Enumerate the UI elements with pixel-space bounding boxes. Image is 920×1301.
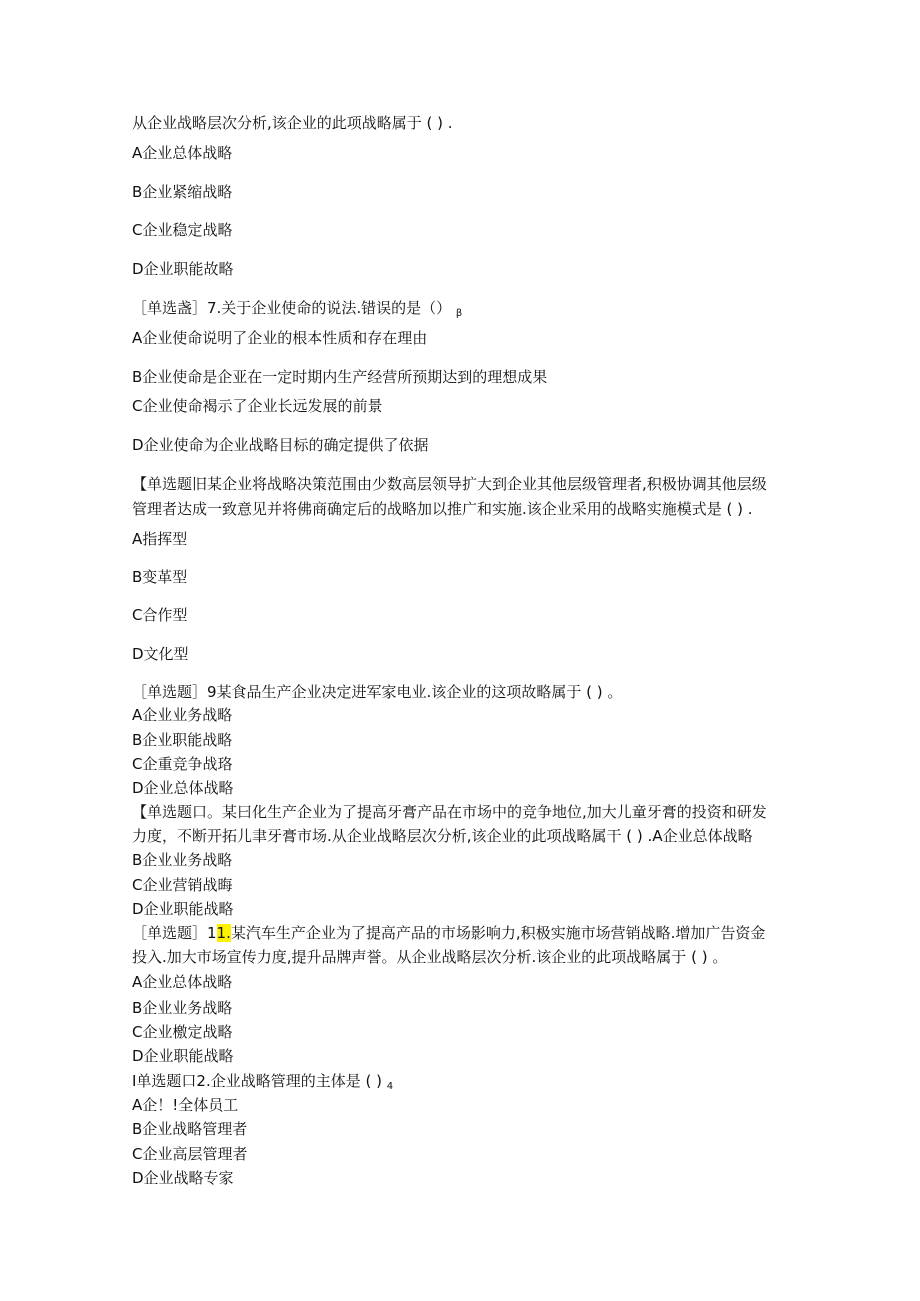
q11-option-a: A企业总体战略	[132, 973, 233, 991]
question-11-stem-line1	[132, 923, 765, 943]
question-6-tail: 从企业战略层次分析,该企业的此项战略属于 ( ) .	[132, 114, 453, 132]
q8-option-b: B变革型	[132, 568, 188, 586]
question-7-stem	[132, 298, 462, 324]
q12-option-c: C企业高层管理者	[132, 1145, 248, 1163]
q9-option-b: B企业职能战略	[132, 731, 233, 749]
q7-option-c: C企业使命褐示了企业长远发展的前景	[132, 397, 383, 415]
q11-option-d: D企业职能战略	[132, 1047, 234, 1065]
question-9-stem: ［单选题］9某食品生产企业决定进军家电业.该企业的这项故略属于 ( ) 。	[132, 683, 623, 701]
q9-option-d: D企业总体战略	[132, 779, 234, 797]
q10-option-c: C企业营销战晦	[132, 876, 233, 894]
question-7-text: ［单选盏］7.关于企业使命的说法.错误的是（）	[132, 299, 452, 317]
q12-option-b: B企业战略管理者	[132, 1120, 248, 1138]
q7-option-d: D企业使命为企业战略目标的确定提供了依据	[132, 436, 429, 454]
q6-option-d: D企业职能故略	[132, 260, 234, 278]
question-11-prefix: ［单选题］1	[132, 924, 217, 942]
q8-option-c: C合作型	[132, 606, 188, 624]
q9-option-c: C企重竞争战珞	[132, 755, 233, 773]
q6-option-b: B企业紧缩战略	[132, 183, 233, 201]
q11-option-c: C企业檄定战略	[132, 1023, 233, 1041]
question-8-stem-line2: 管理者达成一致意见并将佛商确定后的战略加以推广和实施.该企业采用的战略实施模式是 ( ) .	[132, 500, 753, 518]
question-12-stem	[132, 1071, 393, 1097]
question-10-stem-line1: 【单选题口。某曰化生产企业为了提高牙膏产品在市场中的竞争地位,加大儿童牙膏的投资和研发	[132, 803, 767, 821]
q10-option-b: B企业业务战略	[132, 851, 233, 869]
q7-option-b: B企业使命是企亚在一定时期内生产经营所预期达到的理想成果	[132, 368, 548, 386]
question-10-stem-line2: 力度，不断开拓儿聿牙膏市场.从企业战略层次分析,该企业的此项战略属干 ( ) .A企业总体战略	[132, 827, 753, 845]
question-7-mark: β	[455, 308, 463, 319]
question-12-text: I单选题口2.企业战略管理的主体是 ( )	[132, 1072, 382, 1090]
q10-option-d: D企业职能战略	[132, 900, 234, 918]
q6-option-c: C企业稳定战略	[132, 221, 233, 239]
question-8-stem-line1: 【单选题旧某企业将战略决策范围由少数高层领导扩大到企业其他层级管理者,积极协调其他层级	[132, 475, 767, 493]
q7-option-a: A企业使命说明了企业的根本性质和存在理由	[132, 329, 428, 347]
q8-option-a: A指挥型	[132, 530, 188, 548]
question-11-text: 某汽车生产企业为了提高产品的市场影响力,积极实施市场营销战略.增加广告资金	[230, 924, 766, 942]
q8-option-d: D文化型	[132, 645, 189, 663]
q11-option-b: B企业业务战略	[132, 999, 233, 1017]
question-12-mark: 4	[386, 1081, 394, 1092]
q9-option-a: A企业业务战略	[132, 706, 233, 724]
highlighted-number: 1.	[216, 924, 231, 942]
question-11-stem-line2: 投入.加大市场宣传力度,提升品牌声誉。从企业战略层次分析.该企业的此项战略属于 ( ) 。	[132, 948, 728, 966]
q12-option-a: A企！!全体员工	[132, 1096, 239, 1114]
q6-option-a: A企业总体战略	[132, 144, 233, 162]
q12-option-d: D企业战略专家	[132, 1169, 234, 1187]
